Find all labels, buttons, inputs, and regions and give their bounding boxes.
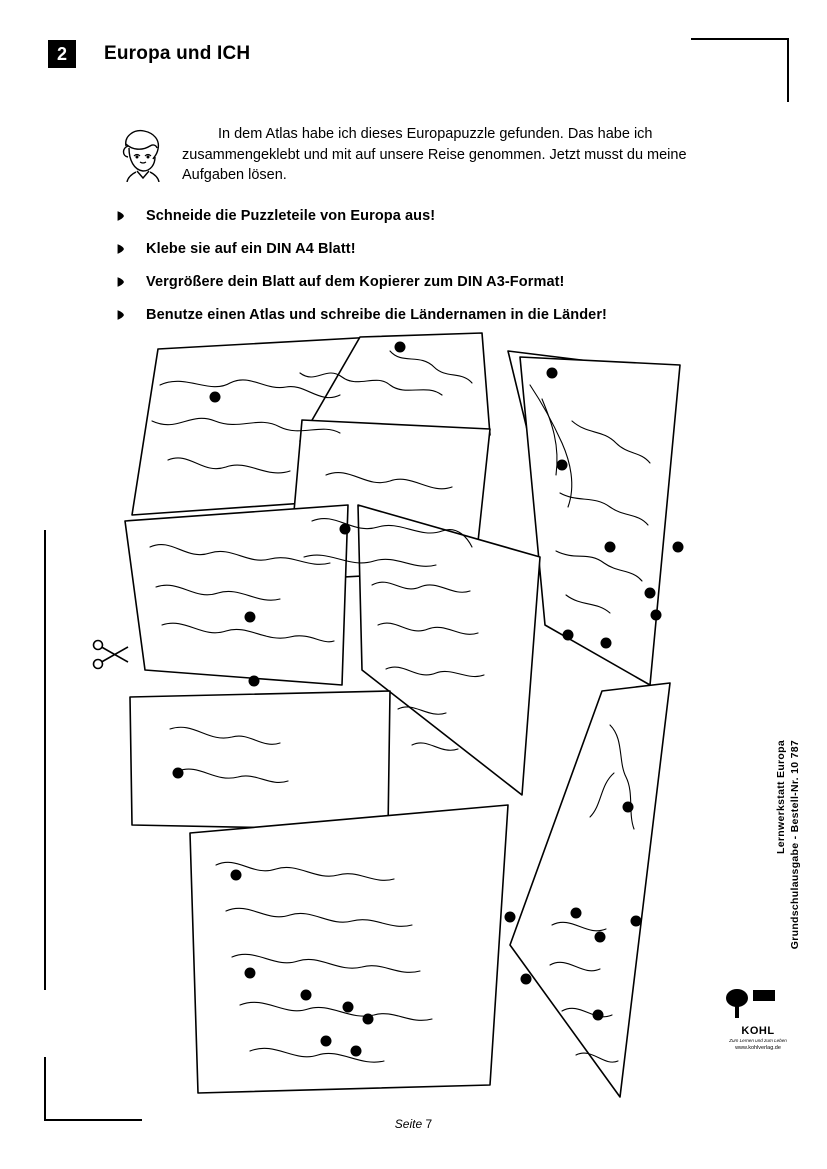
left-vertical-rule (44, 530, 46, 990)
side-imprint (775, 740, 809, 970)
footer-page-number: 7 (425, 1117, 433, 1131)
logo-name: KOHL (741, 1025, 775, 1037)
footer-label: Seite (394, 1117, 423, 1131)
page-title: Europa und ICH (104, 43, 251, 64)
chapter-number-badge: 2 (48, 40, 76, 68)
task-item (116, 274, 766, 294)
task-item (116, 307, 766, 327)
arrow-bullet-icon (116, 209, 130, 228)
scissors-icon (92, 638, 132, 672)
side-imprint-line2: Grundschulausgabe - Bestell-Nr. 10 787 (789, 740, 801, 950)
task-label: Klebe sie auf ein DIN A4 Blatt! (146, 241, 356, 257)
arrow-bullet-icon (116, 275, 130, 294)
task-label: Vergrößere dein Blatt auf dem Kopierer zum DIN A3-Format! (146, 274, 565, 290)
task-label: Schneide die Puzzleteile von Europa aus! (146, 208, 436, 224)
intro-text: In dem Atlas habe ich dieses Europapuzzle gefunden. Das habe ich zusammengeklebt und mit auf unsere Reise genommen. Jetzt musst du meine Aufgaben lösen. (182, 126, 687, 184)
task-item (116, 241, 766, 261)
task-label: Benutze einen Atlas und schreibe die Ländernamen in die Länder! (146, 307, 607, 323)
task-item (116, 208, 766, 228)
tree-icon (723, 986, 793, 1020)
side-imprint-line1: Lernwerkstatt Europa (775, 740, 787, 854)
logo-subtitle: Zum Lernen und zum Leben (729, 1038, 787, 1043)
girl-face-icon (116, 126, 168, 182)
page-footer (0, 1117, 827, 1131)
europe-puzzle-map (90, 325, 720, 1105)
publisher-logo (723, 986, 793, 1054)
page-header (48, 40, 250, 68)
logo-url: www.kohlverlag.de (735, 1045, 781, 1051)
task-list (116, 208, 766, 340)
intro-block (116, 124, 736, 186)
corner-mark-top-right (691, 38, 789, 102)
arrow-bullet-icon (116, 242, 130, 261)
